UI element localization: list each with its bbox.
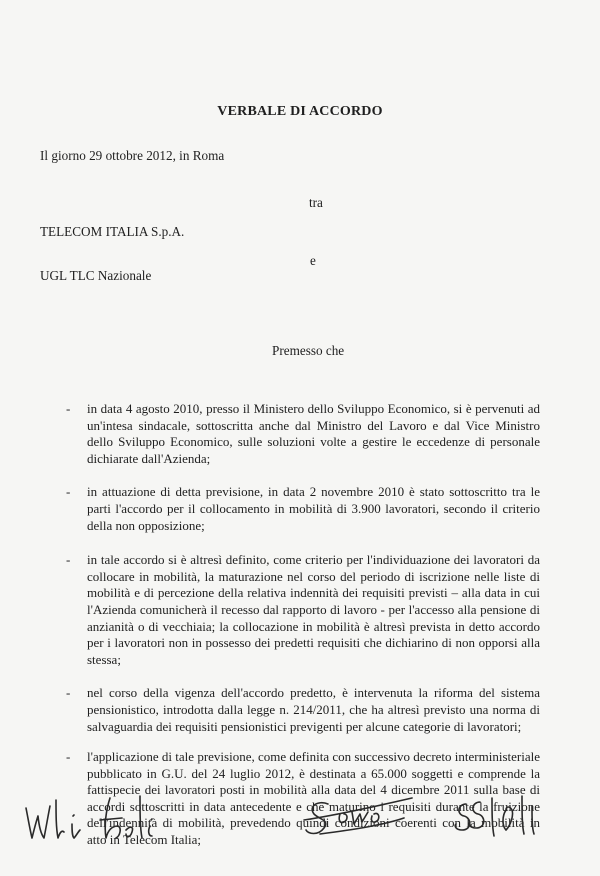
list-item-text: l'applicazione di tale previsione, come definita con successivo decreto interministeriale pubblicato in G.U. del 24 luglio 2012, è destinata a 65.000 soggetti e comprende la fattispecie dei lavoratori posti in mobilità alla data del 4 dicembre 2011 sulla base di accordi sottoscritti in data antecedente e che maturino i requisiti durante la fruizione dell'indennità di mobilità, prevedendo quindi condizioni coerenti con la mobilità in atto in Telecom Italia; (87, 749, 540, 848)
bullet-dash: - (66, 552, 71, 568)
list-item (64, 685, 540, 735)
list-item-text: in tale accordo si è altresì definito, come criterio per l'individuazione dei lavoratori da collocare in mobilità, la maturazione nel corso del periodo di iscrizione nelle liste di mobilità e di percezione della relativa indennità dei requisiti previsti – alla data in cui l'Azienda comunicherà il recesso dal rapporto di lavoro - per l'accesso alla pensione di anzianità o di vecchiaia; la collocazione in mobilità è altresì prevista in detto accordo per i lavoratori non in possesso dei predetti requisiti che dichiarino di non opporsi alla stessa; (87, 552, 540, 667)
signature-left (22, 786, 172, 846)
list-item-text: in data 4 agosto 2010, presso il Ministero dello Sviluppo Economico, si è pervenuti ad un'intesa sindacale, sottoscritta anche dal Ministro del Lavoro e dal Vice Ministro dello Sviluppo Economico, sulle soluzioni volte a gestire le eccedenze di personale dichiarate dall'Azienda; (87, 401, 540, 466)
bullet-dash: - (66, 685, 71, 701)
list-item (64, 552, 540, 668)
intro-line: Il giorno 29 ottobre 2012, in Roma (40, 148, 225, 163)
list-item (64, 401, 540, 467)
bullet-dash: - (66, 749, 71, 765)
bullet-dash: - (66, 401, 71, 416)
document-title: VERBALE DI ACCORDO (217, 104, 383, 119)
party-telecom: TELECOM ITALIA S.p.A. (40, 224, 185, 239)
list-item-text: in attuazione di detta previsione, in data 2 novembre 2010 è stato sottoscritto tra le parti l'accordo per il collocamento in mobilità di 3.900 lavoratori, secondo il criterio della non opposizione; (87, 484, 540, 533)
list-item (64, 484, 540, 534)
party-ugl: UGL TLC Nazionale (40, 268, 152, 283)
bullet-dash: - (66, 484, 71, 500)
signature-center (300, 790, 420, 842)
and-word: e (310, 253, 316, 268)
list-item-text: nel corso della vigenza dell'accordo predetto, è intervenuta la riforma del sistema pensionistico, introdotta dalla legge n. 214/2011, che ha altresì previsto una norma di salvaguardia dei requisiti pensionistici previgenti per alcune categorie di lavoratori; (87, 685, 540, 734)
signature-right (452, 786, 552, 844)
between-word: tra (309, 195, 323, 210)
premise-heading: Premesso che (272, 343, 345, 358)
